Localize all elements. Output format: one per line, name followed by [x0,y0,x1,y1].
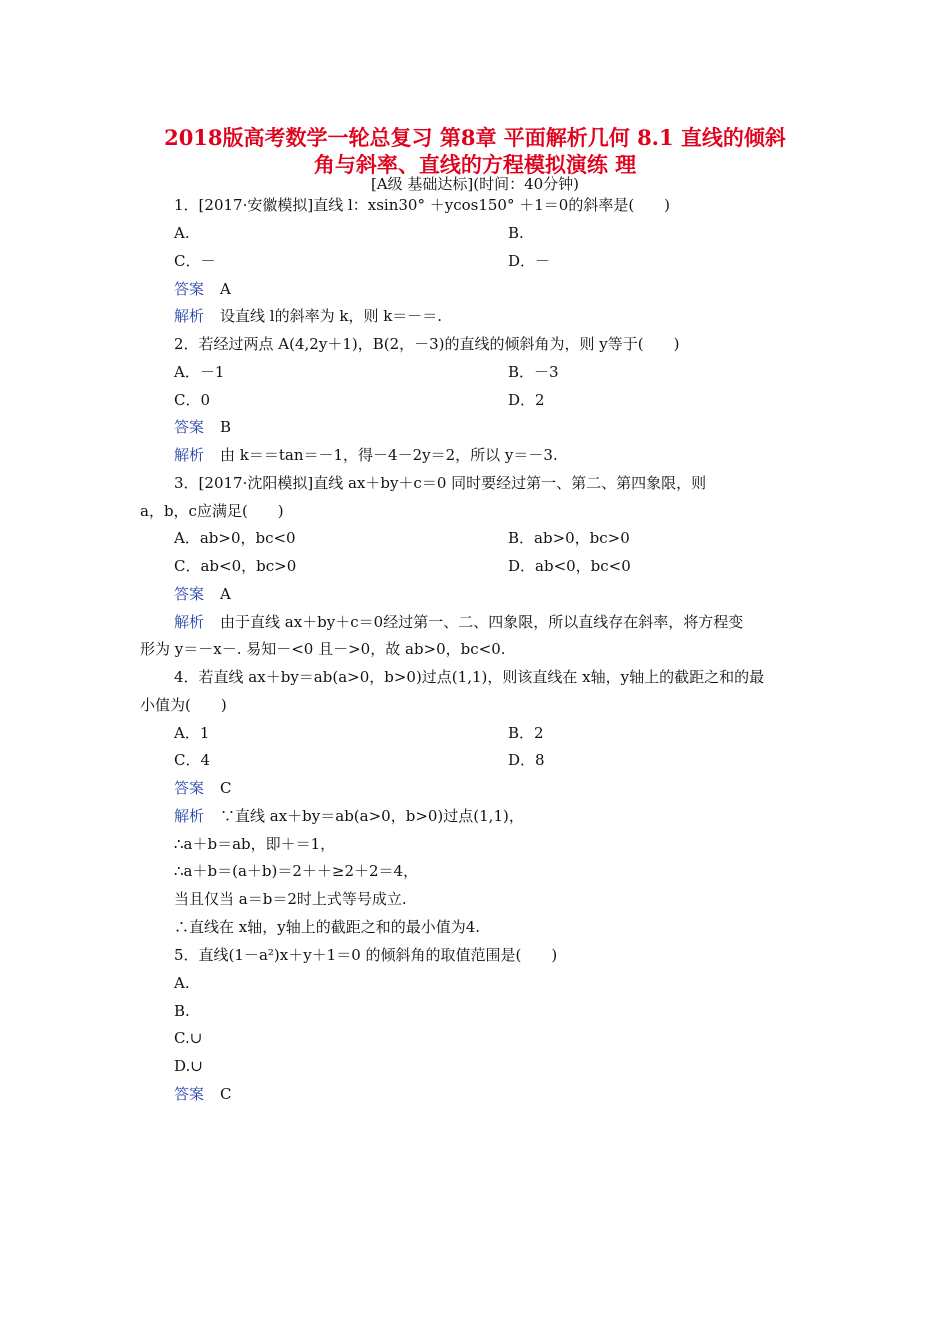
q4-answer-value: C [220,779,232,797]
q3-stem-line-2: a，b，c应满足( ) [140,502,284,520]
title-line-2: 角与斜率、直线的方程模拟演练 理 [313,152,637,177]
q4-option-d: D．8 [508,751,545,769]
q1-answer-value: A [220,280,231,298]
q2-answer-value: B [220,418,232,436]
q3-option-d: D．ab<0，bc<0 [508,557,631,575]
section-subtitle: [A级 基础达标](时间：40分钟) [370,175,580,193]
q3-analysis [174,612,743,632]
q4-analysis-line-2: ∴a＋b＝ab，即＋＝1， [174,835,336,853]
document-title [120,124,830,178]
title-line-1: 2018版高考数学一轮总复习 第8章 平面解析几何 8.1 直线的倾斜 [164,125,786,150]
q3-analysis-line-2: 形为 y＝－x－. 易知－<0 且－>0，故 ab>0，bc<0. [140,640,506,658]
q5-answer-value: C [220,1085,232,1103]
q1-option-b: B. [508,224,524,242]
answer-label: 答案 [174,585,205,603]
q4-analysis [174,806,524,826]
answer-label: 答案 [174,1085,205,1103]
q4-analysis-line-3: ∴a＋b＝(a＋b)＝2＋＋≥2＋2＝4， [174,862,419,880]
q3-answer-value: A [220,585,231,603]
q2-stem: 2．若经过两点 A(4,2y＋1)，B(2，－3)的直线的倾斜角为，则 y等于( ) [174,335,680,353]
q1-option-c: C．－ [174,252,216,270]
q5-option-c: C.∪ [174,1029,203,1047]
q3-answer [174,584,231,604]
q2-option-a: A．－1 [174,363,225,381]
q3-stem-line-1: 3．[2017·沈阳模拟]直线 ax＋by＋c＝0 同时要经过第一、第二、第四象限，则 [174,474,707,492]
answer-label: 答案 [174,280,205,298]
q1-answer [174,279,231,299]
q5-stem: 5．直线(1－a²)x＋y＋1＝0 的倾斜角的取值范围是( ) [174,946,558,964]
q2-option-d: D．2 [508,391,545,409]
q2-option-b: B．－3 [508,363,559,381]
answer-label: 答案 [174,779,205,797]
analysis-label: 解析 [174,807,205,825]
q4-option-c: C．4 [174,751,211,769]
q2-option-c: C．0 [174,391,211,409]
q1-analysis [174,306,442,326]
analysis-label: 解析 [174,446,205,464]
q3-option-c: C．ab<0，bc>0 [174,557,297,575]
q4-option-b: B．2 [508,724,544,742]
q2-analysis [174,445,558,465]
q4-analysis-text-1: ∵直线 ax＋by＝ab(a>0，b>0)过点(1,1)， [220,807,524,825]
q1-option-a: A. [174,224,190,242]
q4-answer [174,778,232,798]
analysis-label: 解析 [174,613,205,631]
q5-option-b: B. [174,1002,190,1020]
q4-analysis-line-5: ∴直线在 x轴，y轴上的截距之和的最小值为4. [174,918,481,936]
q4-stem-line-1: 4．若直线 ax＋by＝ab(a>0，b>0)过点(1,1)，则该直线在 x轴，y轴上的截距之和的最 [174,668,765,686]
q3-analysis-text-1: 由于直线 ax＋by＋c＝0经过第一、二、四象限，所以直线存在斜率，将方程变 [220,613,744,631]
q2-answer [174,417,231,437]
answer-label: 答案 [174,418,205,436]
q4-option-a: A．1 [174,724,210,742]
q4-stem-line-2: 小值为( ) [140,696,227,714]
q5-option-a: A. [174,974,190,992]
q3-option-b: B．ab>0，bc>0 [508,529,630,547]
q4-analysis-line-4: 当且仅当 a＝b＝2时上式等号成立. [174,890,407,908]
analysis-label: 解析 [174,307,205,325]
q5-option-d: D.∪ [174,1057,203,1075]
q2-analysis-text: 由 k＝＝tan＝－1，得－4－2y＝2，所以 y＝－3. [220,446,558,464]
q1-stem: 1．[2017·安徽模拟]直线 l：xsin30° ＋ycos150° ＋1＝0的斜率是( ) [174,196,671,214]
q1-analysis-text: 设直线 l的斜率为 k，则 k＝－＝. [220,307,443,325]
q5-answer [174,1084,232,1104]
q3-option-a: A．ab>0，bc<0 [174,529,296,547]
q1-option-d: D．－ [508,252,551,270]
